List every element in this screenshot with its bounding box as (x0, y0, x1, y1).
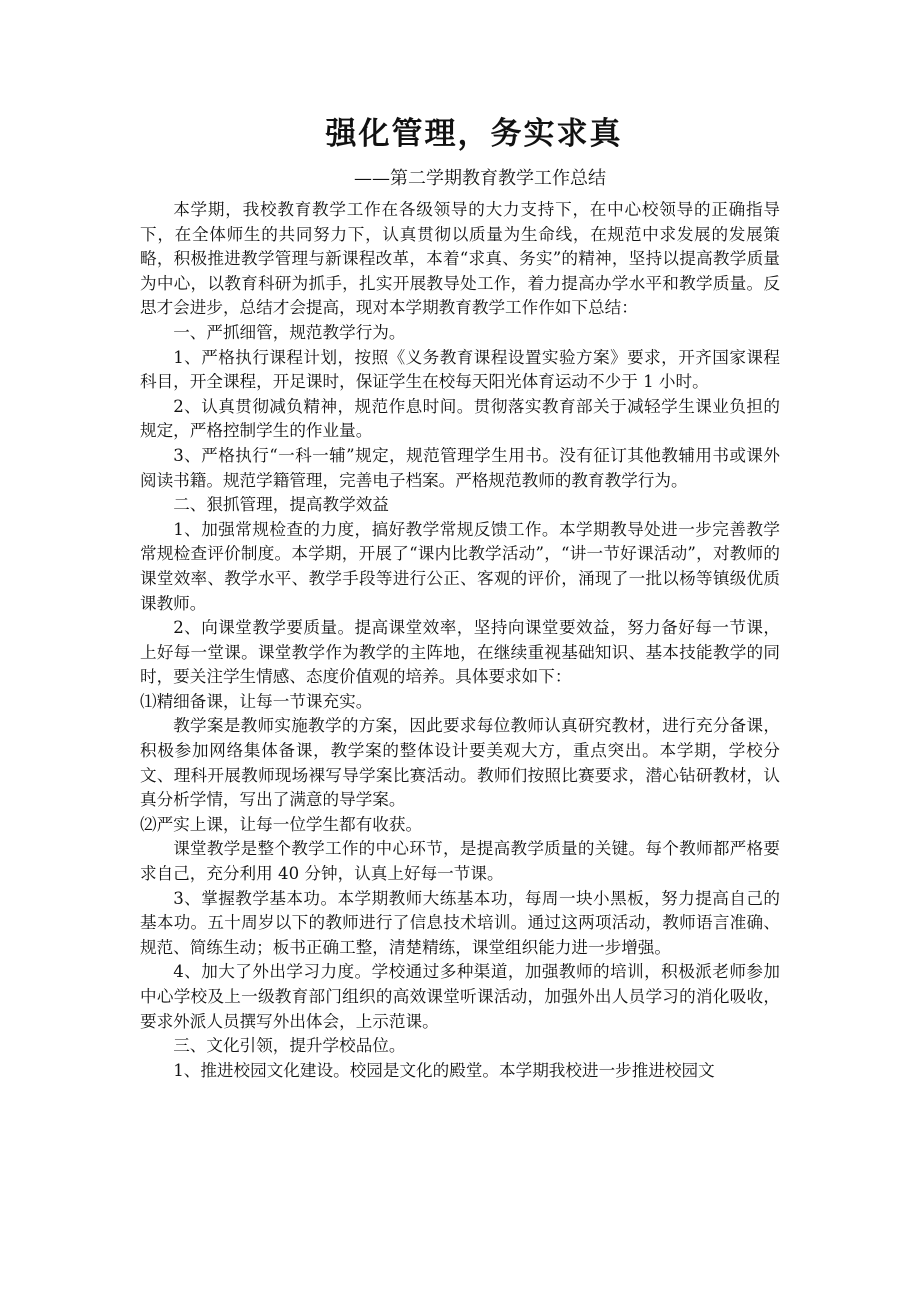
paragraph-2-4: 4、加大了外出学习力度。学校通过多种渠道，加强教师的培训，积极派老师参加中心学校及上一级教育部门组织的高效课堂听课活动，加强外出人员学习的消化吸收，要求外派人员撰写外出体会，上示范课。 (140, 962, 780, 1031)
subitem-heading-2: ⑵严实上课，让每一位学生都有收获。 (140, 814, 423, 834)
section-heading-1: 一、严抓细管，规范教学行为。 (173, 322, 406, 342)
paragraph-2-1: 1、加强常规检查的力度，搞好教学常规反馈工作。本学期教导处进一步完善教学常规检查评价制度。本学期，开展了“课内比教学活动”，“讲一节好课活动”，对教师的课堂效率、教学水平、教学手段等进行公正、客观的评价，涌现了一批以杨等镇级优质课教师。 (140, 519, 780, 613)
subitem-heading-1: ⑴精细备课，让每一节课充实。 (140, 691, 373, 711)
intro-paragraph: 本学期，我校教育教学工作在各级领导的大力支持下，在中心校领导的正确指导下，在全体师生的共同努力下，认真贯彻以质量为生命线，在规范中求发展的发展策略，积极推进教学管理与新课程改革，本着“求真、务实”的精神，坚持以提高教学质量为中心，以教育科研为抓手，扎实开展教导处工作，着力提高办学水平和教学质量。反思才会进步，总结才会提高，现对本学期教育教学工作作如下总结： (140, 200, 780, 318)
paragraph-1-1: 1、严格执行课程计划，按照《义务教育课程设置实验方案》要求，开齐国家课程科目，开全课程，开足课时，保证学生在校每天阳光体育运动不少于 1 小时。 (140, 347, 780, 392)
paragraph-1-3: 3、严格执行“一科一辅”规定，规范管理学生用书。没有征订其他教辅用书或课外阅读书籍。规范学籍管理，完善电子档案。严格规范教师的教育教学行为。 (140, 445, 780, 490)
section-heading-2: 二、狠抓管理，提高教学效益 (173, 495, 389, 515)
paragraph-2-2: 2、向课堂教学要质量。提高课堂效率，坚持向课堂要效益，努力备好每一节课，上好每一堂课。课堂教学作为教学的主阵地，在继续重视基础知识、基本技能教学的同时，要关注学生情感、态度价值观的培养。具体要求如下： (140, 618, 780, 687)
subitem-paragraph-1: 教学案是教师实施教学的方案，因此要求每位教师认真研究教材，进行充分备课，积极参加网络集体备课，教学案的整体设计要美观大方，重点突出。本学期，学校分文、理科开展教师现场裸写导学案比赛活动。教师们按照比赛要求，潜心钻研教材，认真分析学情，写出了满意的导学案。 (140, 716, 780, 810)
section-heading-3: 三、文化引领，提升学校品位。 (173, 1036, 406, 1056)
document-title: 强化管理，务实求真 (325, 116, 623, 152)
subitem-paragraph-2: 课堂教学是整个教学工作的中心环节，是提高教学质量的关键。每个教师都严格要求自己，充分利用 40 分钟，认真上好每一节课。 (140, 839, 780, 884)
document-body (140, 198, 780, 1083)
paragraph-2-3: 3、掌握教学基本功。本学期教师大练基本功，每周一块小黑板，努力提高自己的基本功。五十周岁以下的教师进行了信息技术培训。通过这两项活动，教师语言准确、规范、简练生动；板书正确工整，清楚精练，课堂组织能力进一步增强。 (140, 888, 780, 957)
paragraph-1-2: 2、认真贯彻减负精神，规范作息时间。贯彻落实教育部关于减轻学生课业负担的规定，严格控制学生的作业量。 (140, 396, 780, 441)
paragraph-3-1: 1、推进校园文化建设。校园是文化的殿堂。本学期我校进一步推进校园文 (173, 1060, 715, 1080)
document-subtitle: ——第二学期教育教学工作总结 (354, 168, 606, 189)
